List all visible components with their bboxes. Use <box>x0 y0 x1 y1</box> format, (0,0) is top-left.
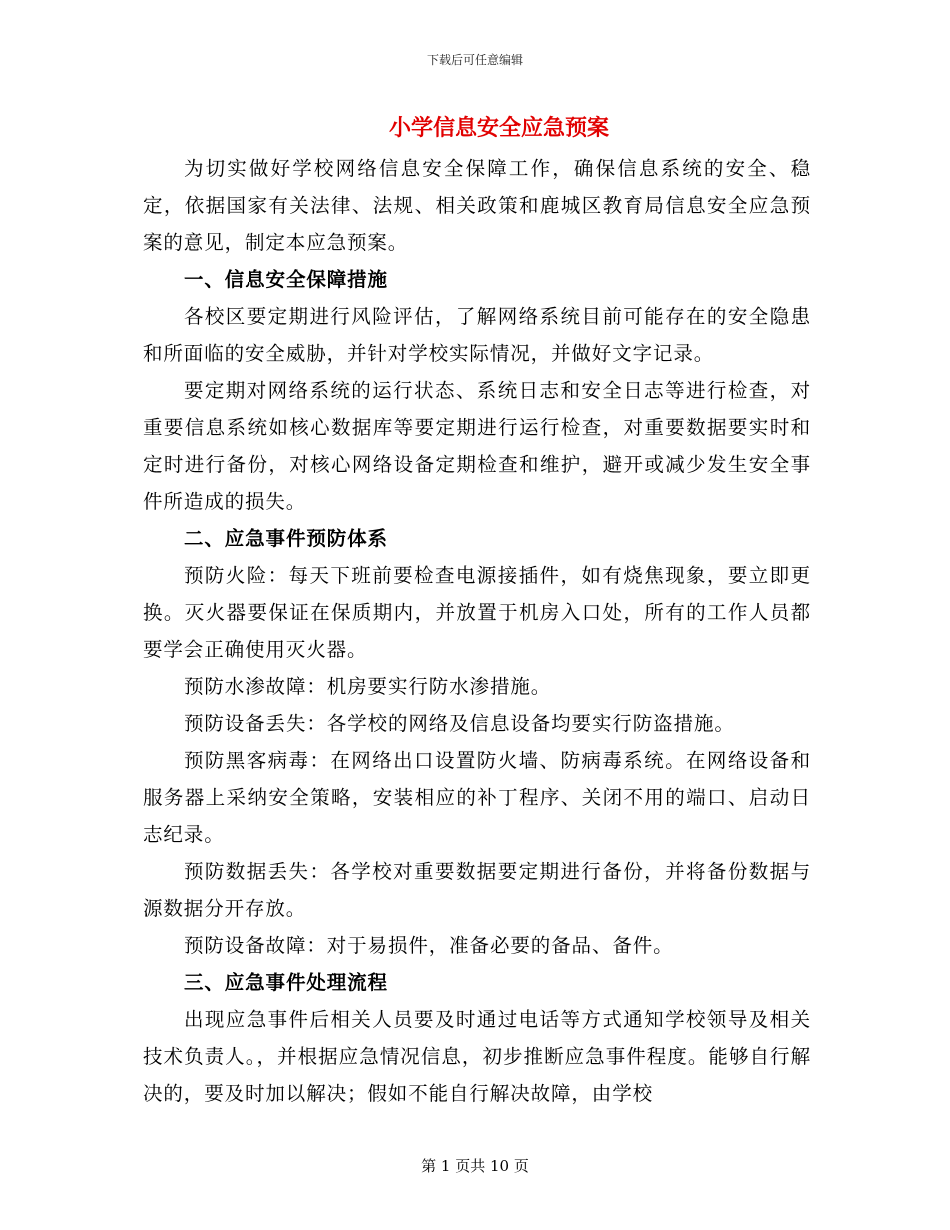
section-2-paragraph-6: 预防设备故障：对于易损件，准备必要的备品、备件。 <box>183 934 674 957</box>
section-1-paragraph-2: 要定期对网络系统的运行状态、系统日志和安全日志等进行检查，对重要信息系统如核心数据库等要定期进行运行检查，对重要数据要实时和定时进行备份，对核心网络设备定期检查和维护，避开或减少发生安全事件所造成的损失。 <box>143 379 811 513</box>
section-2-paragraph-2: 预防水渗故障：机房要实行防水渗措施。 <box>183 675 552 698</box>
section-2-paragraph-3: 预防设备丢失：各学校的网络及信息设备均要实行防盗措施。 <box>183 712 735 735</box>
section-1-paragraph-1: 各校区要定期进行风险评估，了解网络系统目前可能存在的安全隐患和所面临的安全威胁，并针对学校实际情况，并做好文字记录。 <box>143 305 811 365</box>
document-title: 小学信息安全应急预案 <box>388 115 609 141</box>
section-3-paragraph-1: 出现应急事件后相关人员要及时通过电话等方式通知学校领导及相关技术负责人。，并根据应急情况信息，初步推断应急事件程度。能够自行解决的，要及时加以解决；假如不能自行解决故障，由学校 <box>143 1008 811 1105</box>
document-body <box>143 150 811 1112</box>
intro-paragraph: 为切实做好学校网络信息安全保障工作，确保信息系统的安全、稳定，依据国家有关法律、法规、相关政策和鹿城区教育局信息安全应急预案的意见，制定本应急预案。 <box>143 157 811 254</box>
section-1-heading: 一、信息安全保障措施 <box>183 268 388 291</box>
section-2-paragraph-1: 预防火险：每天下班前要检查电源接插件，如有烧焦现象，要立即更换。灭火器要保证在保质期内，并放置于机房入口处，所有的工作人员都要学会正确使用灭火器。 <box>143 564 811 661</box>
page-number: 第 1 页共 10 页 <box>421 1157 529 1175</box>
section-2-heading: 二、应急事件预防体系 <box>183 527 388 550</box>
section-2-paragraph-4: 预防黑客病毒：在网络出口设置防火墙、防病毒系统。在网络设备和服务器上采纳安全策略，安装相应的补丁程序、关闭不用的端口、启动日志纪录。 <box>143 749 811 846</box>
page-header-note: 下载后可任意编辑 <box>426 53 523 67</box>
section-3-heading: 三、应急事件处理流程 <box>183 971 388 994</box>
section-2-paragraph-5: 预防数据丢失：各学校对重要数据要定期进行备份，并将备份数据与源数据分开存放。 <box>143 860 811 920</box>
